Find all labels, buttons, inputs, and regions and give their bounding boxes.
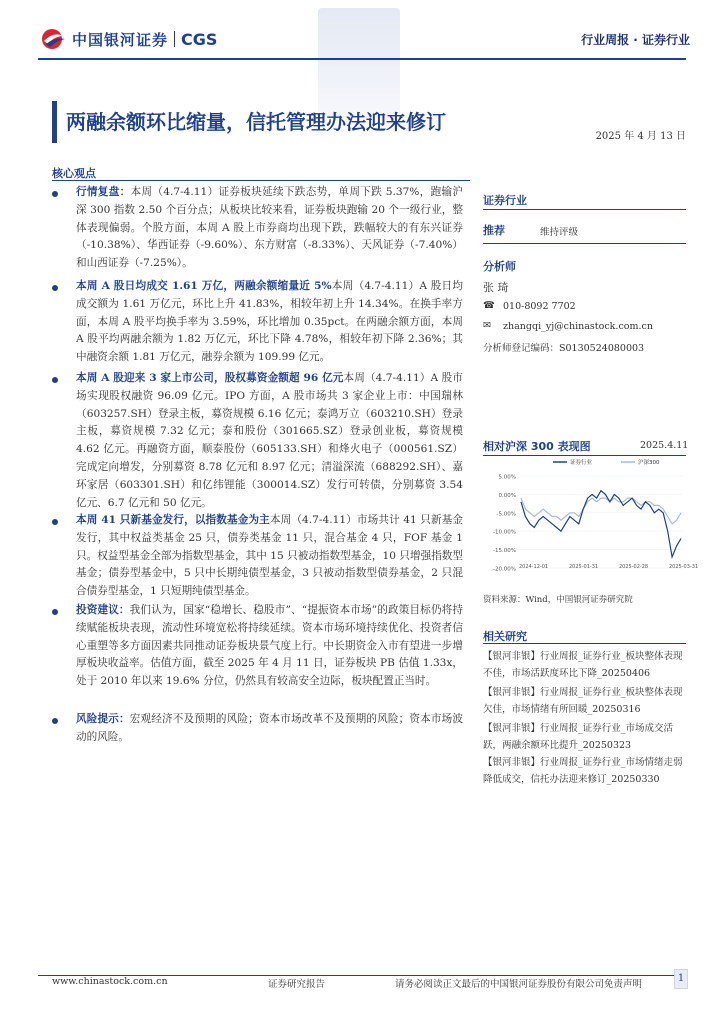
footer-website[interactable]: www.chinastock.com.cn [52,976,168,987]
bullet-icon [52,519,58,525]
watermark-graphic [318,8,400,118]
related-item[interactable]: 【银河非银】行业周报_证券行业_市场情绪走弱降低成交，信托办法迎来修订_20250330 [483,757,683,785]
chart-title-divider [483,455,686,456]
rating-label: 推荐 [483,224,505,237]
email-icon: ✉ [483,320,491,331]
rating-value: 维持评级 [540,227,579,238]
paragraph-body: 本周（4.7-4.11）市场共计 41 只新基金发行，其中权益类基金 25 只，债券类基金 11 只，混合基金 4 只，FOF 基金 1 只。权益型基金全部为指数型基金，其中 15 只被动指数型基金，10 只增强指数型基金；债券型基金中，5 只中长期纯债型基金，3 只被动指数型债券基金，2 只混合债券型基金，1 只短期纯债型基金。 [76,514,464,598]
page-number: 1 [674,969,688,989]
relative-performance-chart [483,458,699,588]
paragraph-body: 本周（4.7-4.11）证券板块延续下跌态势，单周下跌 5.37%，跑输沪深 300 指数 2.50 个百分点；从板块比较来看，证券板块跑输 20 个一级行业，整体表现偏弱。个股方面，本周 A 股上市券商均出现下跌，跌幅较大的有东兴证券（-10.38%）、华西证券（-9.60%）、东方财富（-8.33%）、天风证券（-7.40%）和山西证券（-7.25%）。 [76,186,463,270]
chart-date: 2025.4.11 [640,440,689,451]
legend-label: 证券行业 [570,460,593,466]
core-views-label: 核心观点 [52,167,96,180]
paragraph-heading: 本周 A 股迎来 3 家上市公司，股权募资金额超 96 亿元 [76,372,344,384]
related-item[interactable]: 【银河非银】行业周报_证券行业_板块整体表现不佳，市场活跃度环比下降_20250406 [483,651,683,679]
logo-mark-icon [40,27,66,51]
y-tick-label: 5.00% [498,474,516,481]
paragraph-heading: 风险提示： [76,713,130,725]
paragraph-risk [76,711,463,747]
y-tick-label: -5.00% [496,511,516,518]
phone-icon: ☎ [483,300,495,311]
title-accent-bar [52,101,57,143]
bullet-icon [52,609,58,615]
paragraph-body: 本周（4.7-4.11）A 股日均成交额为 1.61 万亿元，环比上升 41.83%，相较年初上升 14.34%。在换手率方面，本周 A 股平均换手率为 3.59%，环比增加 0.35pct。在两融余额方面，本周 A 股平均两融余额为 1.82 万亿元，环比下降 4.78%，相较年初下降 2.36%；其中融资余额 1.81 万亿元，融券余额为 109.99 亿元。 [76,280,463,364]
paragraph-body: 宏观经济不及预期的风险；资本市场改革不及预期的风险；资本市场波动的风险。 [76,713,464,743]
paragraph-heading: 投资建议： [76,604,130,616]
y-tick-label: 0.00% [498,492,516,499]
related-item[interactable]: 【银河非银】行业周报_证券行业_板块整体表现欠佳，市场情绪有所回暖_20250316 [483,687,683,715]
page-title: 两融余额环比缩量，信托管理办法迎来修订 [66,110,446,134]
paragraph-new-funds [76,512,463,601]
paragraph-heading: 本周 41 只新基金发行，以指数基金为主 [76,514,270,526]
analyst-email[interactable]: zhangqi_yj@chinastock.com.cn [503,321,653,332]
x-tick-label: 2025-01-31 [569,564,599,570]
paragraph-body: 我们认为，国家“稳增长、稳股市”、“提振资本市场”的政策目标仍将持续赋能板块表现，流动性环境宽松将持续延续。资本市场环境持续优化、投资者信心重塑等多方面因素共同推动证券板块景气度上行。中长期资金入市有望进一步增厚板块收益率。估值方面，截至 2025 年 4 月 11 日，证券板块 PB 估值 1.33x，处于 2010 年以来 19.6% 分位，仍然具有较高安全边际，板块配置正当时。 [76,604,463,688]
y-tick-label: -20.00% [493,566,516,573]
bullet-icon [52,285,58,291]
paragraph-heading: 行情复盘： [76,186,131,198]
analyst-phone: 010-8092 7702 [503,301,576,312]
paragraph-body: 本周（4.7-4.11）A 股市场实现股权融资 96.09 亿元。IPO 方面，A 股市场共 3 家企业上市：中国瑞林（603257.SH）登录主板，募资规模 6.16 亿元；泰鸿万立（603210.SH）登录主板，募资规模 7.32 亿元；泰和股份（301665.SZ）登录创业板，募资规模 4.62 亿元。再融资方面，顺泰股份（605133.SH）和烽火电子（000561.SZ）完成定向增发，分别募资 8.78 亿元和 8.97 亿元；清溢深流（688292.SH）、嘉环家居（603301.SH）和亿纬锂能（300014.SZ）发行可转债，分别募资 3.54 亿元、6.7 亿元和 50 亿元。 [76,372,463,509]
x-tick-label: 2024-12-01 [519,564,549,570]
logo-separator [174,31,175,47]
bullet-icon [52,377,58,383]
paragraph-equity-financing [76,370,463,512]
analyst-label: 分析师 [483,260,516,273]
x-tick-label: 2025-02-28 [619,564,649,570]
industry-label: 证券行业 [483,194,527,207]
header-divider [38,58,686,60]
logo [40,27,217,51]
chart-title: 相对沪深 300 表现图 [483,440,591,453]
logo-cn: 中国银河证券 [72,30,169,49]
x-tick-label: 2025-03-31 [669,564,699,570]
related-label: 相关研究 [483,630,527,643]
analyst-name: 张 琦 [483,281,509,294]
y-tick-label: -10.00% [493,529,516,536]
related-divider [483,643,686,644]
paragraph-market-review [76,184,463,273]
chart-source: 资料来源：Wind，中国银河证券研究院 [483,595,633,605]
bullet-icon [52,191,58,197]
footer-report-label: 证券研究报告 [268,979,326,990]
report-date: 2025 年 4 月 13 日 [595,131,686,142]
paragraph-heading: 本周 A 股日均成交 1.61 万亿，两融余额缩量近 5% [76,280,332,292]
paragraph-investment-advice [76,602,463,691]
paragraph-turnover [76,278,463,367]
bullet-icon [52,718,58,724]
related-item[interactable]: 【银河非银】行业周报_证券行业_市场成交活跃，两融余额环比提升_20250323 [483,723,674,751]
legend-label: 沪深300 [638,460,660,466]
report-type: 行业周报 · 证券行业 [581,33,690,47]
core-views-divider [52,180,470,181]
series-line-0 [521,491,681,557]
analyst-cert: 分析师登记编码：S0130524080003 [483,343,645,354]
y-tick-label: -15.00% [493,548,516,555]
footer-disclaimer: 请务必阅读正文最后的中国银河证券股份有限公司免责声明 [395,979,643,990]
logo-en: CGS [181,29,218,49]
sidebar-divider [483,243,686,244]
sidebar-divider [483,209,686,210]
